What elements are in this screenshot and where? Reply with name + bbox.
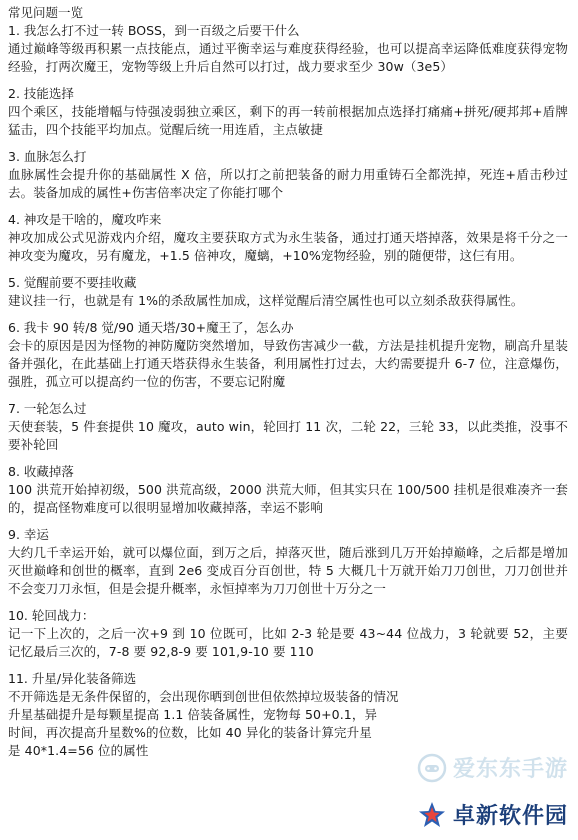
faq-section-2 xyxy=(8,85,568,139)
faq-section-9 xyxy=(8,526,568,598)
section-heading: 9. 幸运 xyxy=(8,527,49,542)
section-body: 神攻加成公式见游戏内介绍，魔攻主要获取方式为永生装备，通过打通天塔掉落，效果是将千分之一神攻变为魔攻，另有魔龙，+1.5 倍神攻，魔螭，+10%宠物经验，别的随便带，这仨有用。 xyxy=(8,230,568,263)
section-body: 血脉属性会提升你的基础属性 X 倍，所以打之前把装备的耐力用重铸石全都洗掉，死连+盾击秒过去。装备加成的属性+伤害倍率决定了你能打哪个 xyxy=(8,167,568,200)
faq-section-1 xyxy=(8,22,568,76)
section-heading: 8. 收藏掉落 xyxy=(8,464,74,479)
faq-section-3 xyxy=(8,148,568,202)
watermark-text: 卓新软件园 xyxy=(452,804,568,829)
watermark-text: 爱东东手游 xyxy=(452,757,568,782)
section-heading: 10. 轮回战力： xyxy=(8,608,95,623)
section-body: 通过巅峰等级再积累一点技能点，通过平衡幸运与难度获得经验，也可以提高幸运降低难度获得宠物经验，打两次魔王，宠物等级上升后自然可以打过，战力要求至少 30w（3e5） xyxy=(8,41,568,74)
section-body: 记一下上次的，之后一次+9 到 10 位既可，比如 2-3 轮是要 43~44 位战力，3 轮就要 52，主要记忆最后三次的，7-8 要 92,8-9 要 101,9-10 要 110 xyxy=(8,626,568,659)
faq-section-5 xyxy=(8,274,568,310)
section-body: 四个乘区，技能增幅与恃强凌弱独立乘区，剩下的再一转前根据加点选择打痛痛+拼死/硬邦邦+盾牌猛击，四个技能平均加点。觉醒后统一用连盾，主点敏捷 xyxy=(8,104,568,137)
section-heading: 1. 我怎么打不过一转 BOSS，到一百级之后要干什么 xyxy=(8,23,300,38)
section-heading: 6. 我卡 90 转/8 觉/90 通天塔/30+魔王了，怎么办 xyxy=(8,320,294,335)
section-heading: 7. 一轮怎么过 xyxy=(8,401,87,416)
section-body: 不开筛选是无条件保留的，会出现你晒到创世但依然掉垃圾装备的情况 升星基础提升是每颗星提高 1.1 倍装备属性，宠物每 50+0.1，异 时间，再次提高升星数%的位数，比如 40 异化的装备计算完升星 是 40*1.4=56 位的属性 xyxy=(8,689,399,758)
watermark-bottom xyxy=(417,799,568,830)
section-body: 会卡的原因是因为怪物的神防魔防突然增加，导致伤害减少一截，方法是挂机提升宠物，刷高升星装备并强化，在此基础上打通天塔获得永生装备，利用属性打过去，大约需要提升 6-7 位，注意爆伤，强胜，孤立可以提高约一位的伤害，不要忘记附魔 xyxy=(8,338,568,389)
section-heading: 3. 血脉怎么打 xyxy=(8,149,87,164)
section-heading: 5. 觉醒前要不要挂收藏 xyxy=(8,275,137,290)
faq-section-10 xyxy=(8,607,568,661)
section-body: 大约几千幸运开始，就可以爆位面，到万之后，掉落灭世，随后涨到几万开始掉巅峰，之后都是增加灭世巅峰和创世的概率，直到 2e6 变成百分百创世，特 5 大概几十万就开始刀刀创世，刀刀创世并不会变刀刀永恒，但是会提升概率，永恒掉率为刀刀创世十万分之一 xyxy=(8,545,568,596)
faq-section-4 xyxy=(8,211,568,265)
faq-section-8 xyxy=(8,463,568,517)
section-heading: 4. 神攻是干啥的，魔攻咋来 xyxy=(8,212,162,227)
section-heading: 2. 技能选择 xyxy=(8,86,74,101)
faq-section-6 xyxy=(8,319,568,391)
document xyxy=(8,4,568,769)
faq-section-11 xyxy=(8,670,568,760)
section-body: 天使套装，5 件套提供 10 魔攻，auto win，轮回打 11 次，二轮 22，三轮 33，以此类推，没事不要补轮回 xyxy=(8,419,568,452)
section-body: 100 洪荒开始掉初级，500 洪荒高级，2000 洪荒大师，但其实只在 100/500 挂机是很难凑齐一套的，提高怪物难度可以很明显增加收藏掉落，幸运不影响 xyxy=(8,482,568,515)
section-heading: 11. 升星/异化装备筛选 xyxy=(8,671,137,686)
section-body: 建议挂一行，也就是有 1%的杀敌属性加成，这样觉醒后清空属性也可以立刻杀敌获得属性。 xyxy=(8,293,524,308)
document-title: 常见问题一览 xyxy=(8,5,84,20)
star-logo-icon xyxy=(417,800,447,830)
faq-section-7 xyxy=(8,400,568,454)
